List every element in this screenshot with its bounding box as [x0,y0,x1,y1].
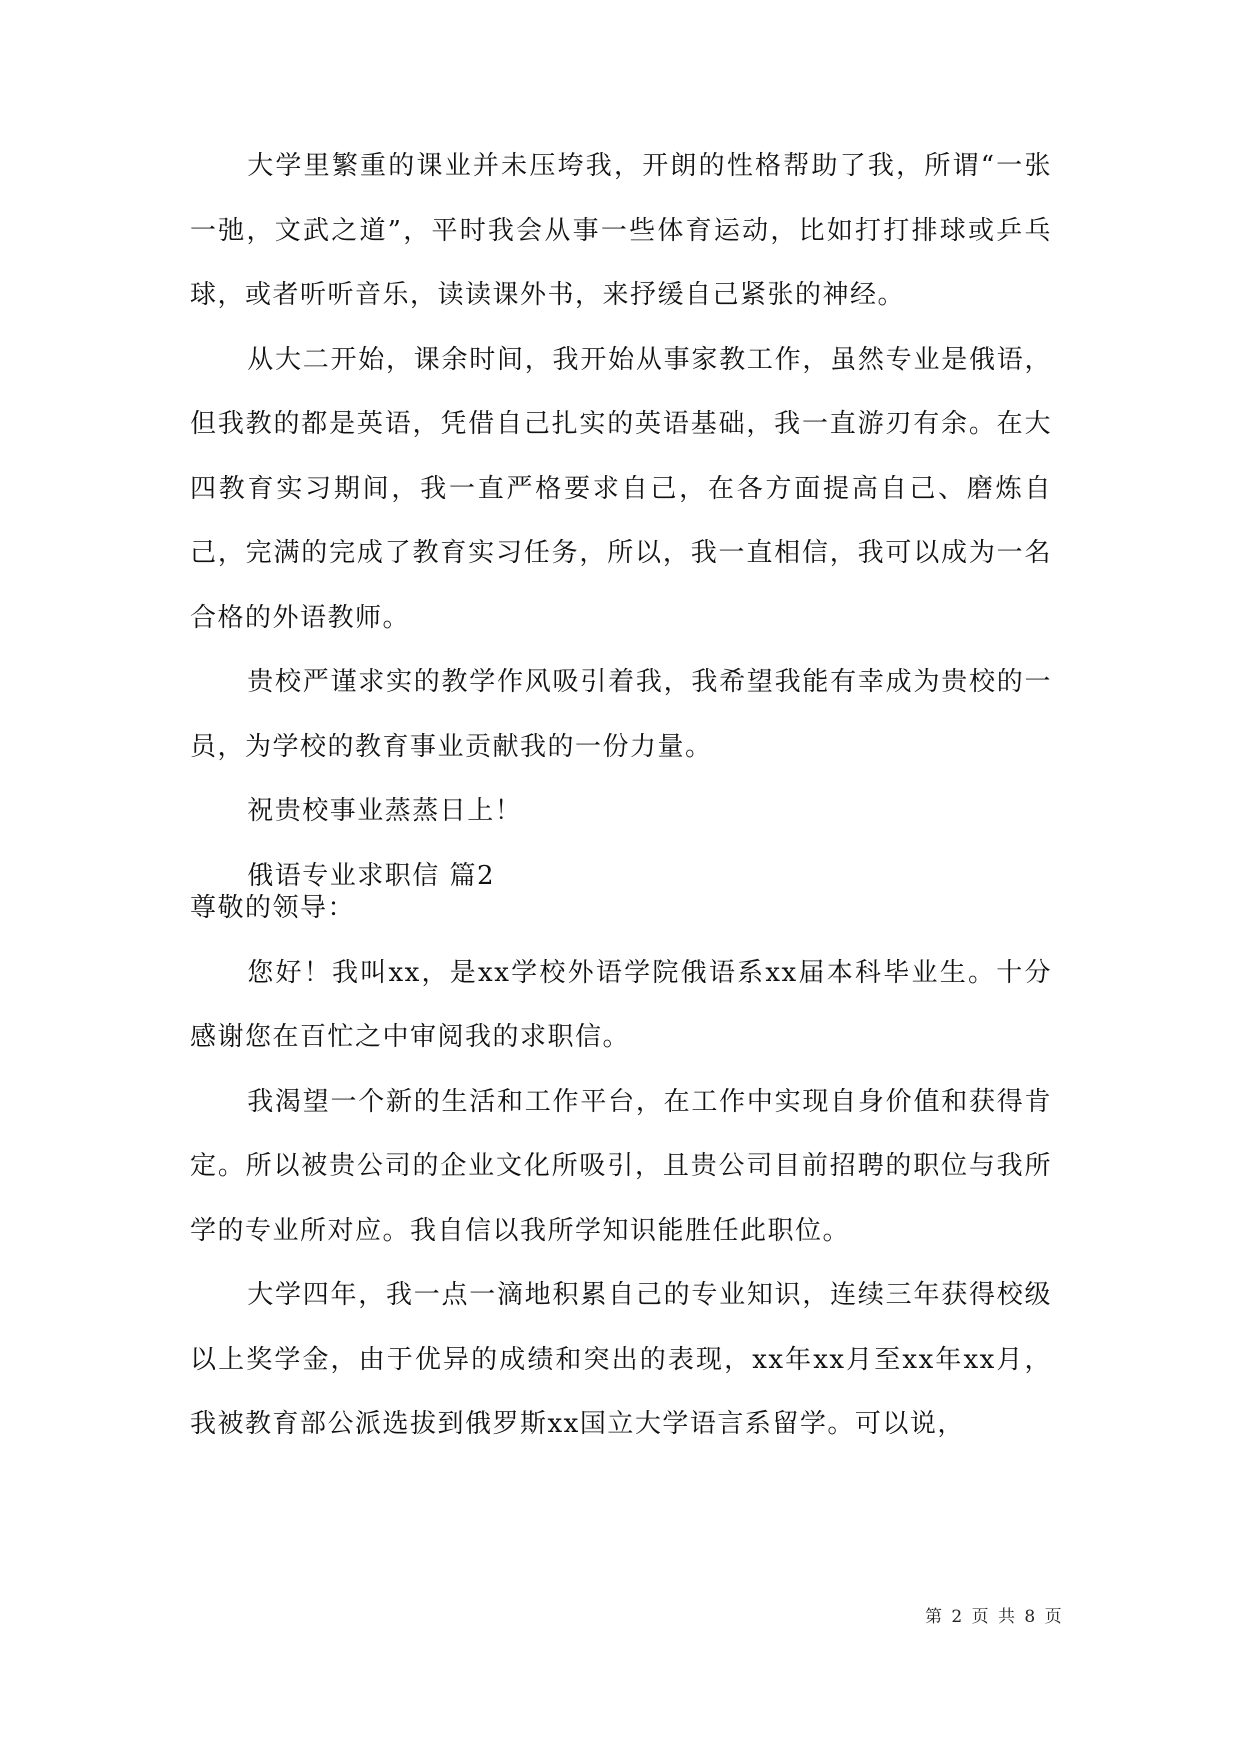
section-heading: 俄语专业求职信 篇2 [247,860,495,891]
salutation: 尊敬的领导： [190,893,356,923]
paragraph-greeting: 您好！我叫xx，是xx学校外语学院俄语系xx届本科毕业生。十分感谢您在百忙之中审阅我的求职信。 [190,957,1052,1052]
body-text-upper [190,134,1052,908]
paragraph-tutoring: 从大二开始，课余时间，我开始从事家教工作，虽然专业是俄语，但我教的都是英语，凭借自己扎实的英语基础，我一直游刃有余。在大四教育实习期间，我一直严格要求自己，在各方面提高自己、磨炼自己，完满的完成了教育实习任务，所以，我一直相信，我可以成为一名合格的外语教师。 [190,344,1052,633]
paragraph-university: 大学四年，我一点一滴地积累自己的专业知识，连续三年获得校级以上奖学金，由于优异的成绩和突出的表现，xx年xx月至xx年xx月，我被教育部公派选拔到俄罗斯xx国立大学语言系留学。可以说， [190,1280,1052,1439]
paragraph-hobbies: 大学里繁重的课业并未压垮我，开朗的性格帮助了我，所谓“一张一弛，文武之道”，平时我会从事一些体育运动，比如打打排球或乒乓球，或者听听音乐，读读课外书，来抒缓自己紧张的神经。 [190,151,1052,310]
paragraph-wishes: 祝贵校事业蒸蒸日上！ [247,796,523,826]
body-text-lower [190,876,1052,1457]
paragraph-school-praise: 贵校严谨求实的教学作风吸引着我，我希望我能有幸成为贵校的一员，为学校的教育事业贡献我的一份力量。 [190,667,1052,762]
paragraph-aspiration: 我渴望一个新的生活和工作平台，在工作中实现自身价值和获得肯定。所以被贵公司的企业文化所吸引，且贵公司目前招聘的职位与我所学的专业所对应。我自信以我所学知识能胜任此职位。 [190,1086,1052,1246]
page-number-footer: 第 2 页 共 8 页 [925,1607,1064,1627]
